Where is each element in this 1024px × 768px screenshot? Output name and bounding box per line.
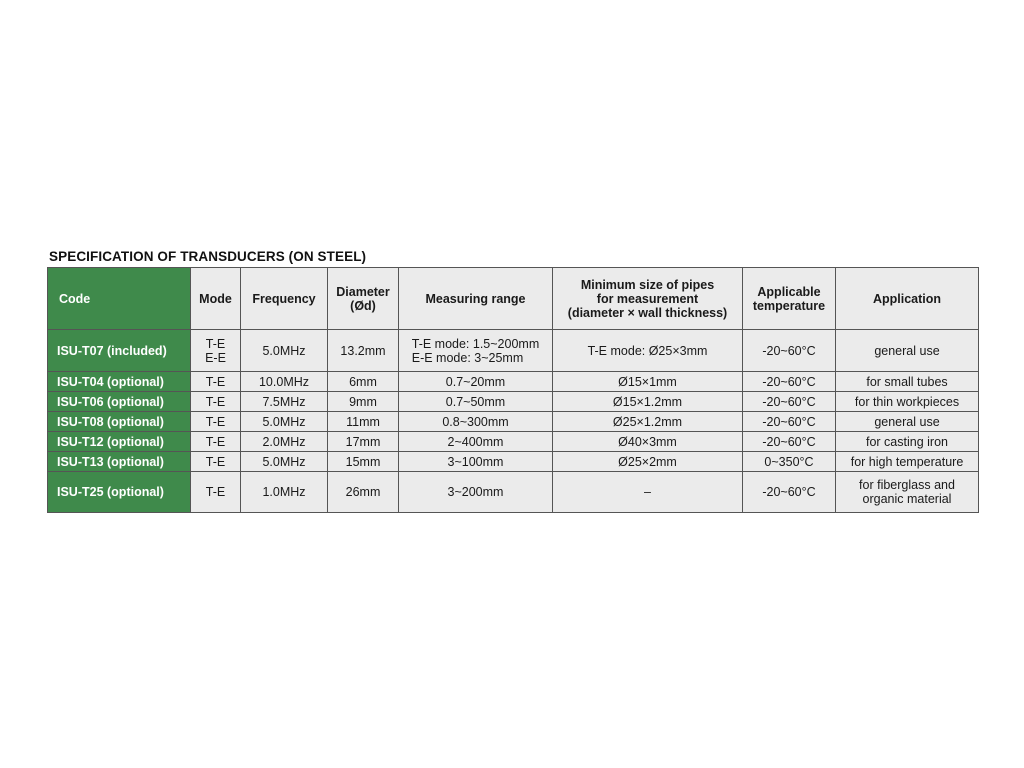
header-min-pipe-line: Minimum size of pipes bbox=[580, 277, 715, 292]
range-cell bbox=[399, 412, 553, 432]
mode-line: T-E bbox=[205, 434, 226, 449]
header-code: Code bbox=[48, 268, 191, 330]
mode-line: T-E bbox=[205, 454, 226, 469]
pipe-size-cell: Ø25×1.2mm bbox=[553, 412, 743, 432]
code-cell: ISU-T07 (included) bbox=[48, 330, 191, 372]
header-temperature bbox=[743, 268, 836, 330]
table-row bbox=[48, 472, 979, 513]
mode-line: T-E bbox=[205, 374, 226, 389]
header-measuring-range: Measuring range bbox=[399, 268, 553, 330]
range-cell bbox=[399, 432, 553, 452]
application-line: for small tubes bbox=[866, 374, 948, 389]
range-line: 0.7~50mm bbox=[445, 394, 506, 409]
mode-cell bbox=[191, 330, 241, 372]
mode-line: T-E bbox=[205, 485, 226, 499]
mode-cell bbox=[191, 432, 241, 452]
mode-line: T-E bbox=[205, 394, 226, 409]
table-row bbox=[48, 392, 979, 412]
mode-cell bbox=[191, 392, 241, 412]
range-cell bbox=[399, 372, 553, 392]
frequency-cell: 1.0MHz bbox=[241, 472, 328, 513]
header-application: Application bbox=[836, 268, 979, 330]
range-line: T-E mode: 1.5~200mm bbox=[411, 336, 540, 351]
range-line: 3~200mm bbox=[447, 485, 504, 499]
temperature-cell: -20~60°C bbox=[743, 372, 836, 392]
diameter-cell: 9mm bbox=[328, 392, 399, 412]
pipe-size-cell: Ø15×1.2mm bbox=[553, 392, 743, 412]
header-diameter bbox=[328, 268, 399, 330]
code-cell: ISU-T12 (optional) bbox=[48, 432, 191, 452]
table-row bbox=[48, 372, 979, 392]
application-line: for thin workpieces bbox=[854, 394, 960, 409]
table-row bbox=[48, 452, 979, 472]
mode-cell bbox=[191, 472, 241, 513]
range-line: 3~100mm bbox=[447, 454, 504, 469]
header-min-pipe-line: (diameter × wall thickness) bbox=[567, 305, 728, 320]
code-cell: ISU-T04 (optional) bbox=[48, 372, 191, 392]
application-cell bbox=[836, 330, 979, 372]
range-line: E-E mode: 3~25mm bbox=[411, 350, 524, 365]
range-cell bbox=[399, 392, 553, 412]
code-cell: ISU-T06 (optional) bbox=[48, 392, 191, 412]
pipe-size-cell: Ø15×1mm bbox=[553, 372, 743, 392]
mode-cell bbox=[191, 412, 241, 432]
header-frequency: Frequency bbox=[241, 268, 328, 330]
table-row bbox=[48, 330, 979, 372]
range-line: 0.7~20mm bbox=[445, 374, 506, 389]
application-cell bbox=[836, 372, 979, 392]
temperature-cell: -20~60°C bbox=[743, 432, 836, 452]
table-row bbox=[48, 412, 979, 432]
header-mode: Mode bbox=[191, 268, 241, 330]
header-diameter-line: Diameter bbox=[336, 284, 390, 299]
mode-line: T-E bbox=[205, 414, 226, 429]
application-cell bbox=[836, 452, 979, 472]
code-cell: ISU-T25 (optional) bbox=[48, 472, 191, 513]
pipe-size-cell: – bbox=[553, 472, 743, 513]
frequency-cell: 2.0MHz bbox=[241, 432, 328, 452]
pipe-size-cell: Ø40×3mm bbox=[553, 432, 743, 452]
pipe-size-cell: Ø25×2mm bbox=[553, 452, 743, 472]
diameter-cell: 11mm bbox=[328, 412, 399, 432]
frequency-cell: 5.0MHz bbox=[241, 330, 328, 372]
header-min-pipe-line: for measurement bbox=[596, 291, 699, 306]
application-cell bbox=[836, 432, 979, 452]
header-min-pipe-size bbox=[553, 268, 743, 330]
mode-cell bbox=[191, 372, 241, 392]
range-line: 2~400mm bbox=[447, 434, 504, 449]
application-line: organic material bbox=[862, 492, 952, 506]
application-line: for high temperature bbox=[850, 454, 964, 469]
range-cell bbox=[399, 452, 553, 472]
diameter-cell: 15mm bbox=[328, 452, 399, 472]
table-row bbox=[48, 432, 979, 452]
code-cell: ISU-T08 (optional) bbox=[48, 412, 191, 432]
temperature-cell: -20~60°C bbox=[743, 412, 836, 432]
application-cell bbox=[836, 472, 979, 513]
header-row bbox=[48, 268, 979, 330]
header-diameter-line: (Ød) bbox=[350, 298, 376, 313]
application-line: for fiberglass and bbox=[859, 478, 955, 492]
application-cell bbox=[836, 412, 979, 432]
range-line: 0.8~300mm bbox=[442, 414, 509, 429]
temperature-cell: -20~60°C bbox=[743, 392, 836, 412]
frequency-cell: 7.5MHz bbox=[241, 392, 328, 412]
code-cell: ISU-T13 (optional) bbox=[48, 452, 191, 472]
application-line: general use bbox=[874, 343, 940, 358]
pipe-size-cell: T-E mode: Ø25×3mm bbox=[553, 330, 743, 372]
diameter-cell: 13.2mm bbox=[328, 330, 399, 372]
range-cell bbox=[399, 472, 553, 513]
transducer-spec-table bbox=[47, 267, 979, 513]
mode-line: E-E bbox=[205, 350, 226, 365]
frequency-cell: 10.0MHz bbox=[241, 372, 328, 392]
table-title: SPECIFICATION OF TRANSDUCERS (ON STEEL) bbox=[49, 249, 367, 264]
diameter-cell: 26mm bbox=[328, 472, 399, 513]
application-cell bbox=[836, 392, 979, 412]
diameter-cell: 6mm bbox=[328, 372, 399, 392]
range-cell bbox=[399, 330, 553, 372]
temperature-cell: -20~60°C bbox=[743, 330, 836, 372]
mode-line: T-E bbox=[205, 336, 226, 351]
application-line: general use bbox=[874, 414, 940, 429]
application-line: for casting iron bbox=[866, 434, 948, 449]
diameter-cell: 17mm bbox=[328, 432, 399, 452]
frequency-cell: 5.0MHz bbox=[241, 412, 328, 432]
frequency-cell: 5.0MHz bbox=[241, 452, 328, 472]
mode-cell bbox=[191, 452, 241, 472]
header-temperature-line: temperature bbox=[752, 298, 826, 313]
header-temperature-line: Applicable bbox=[757, 284, 821, 299]
temperature-cell: -20~60°C bbox=[743, 472, 836, 513]
temperature-cell: 0~350°C bbox=[743, 452, 836, 472]
